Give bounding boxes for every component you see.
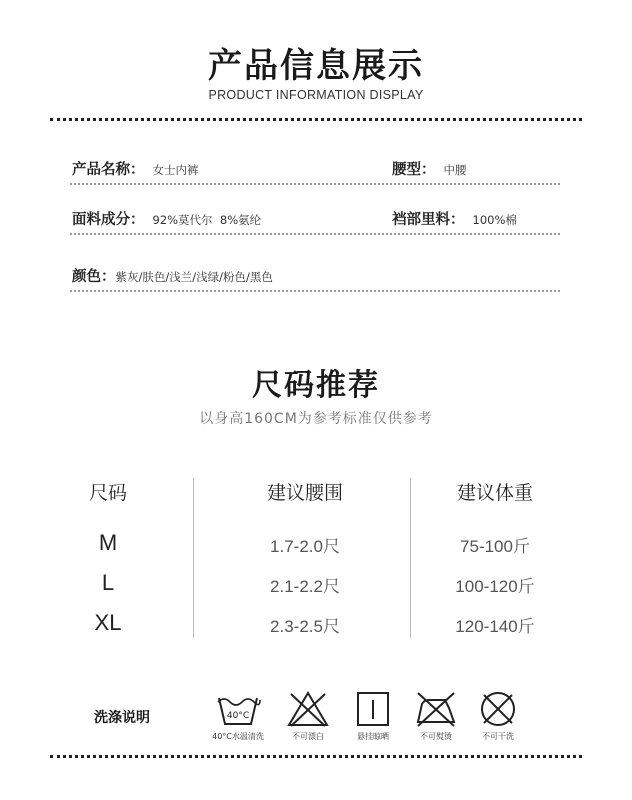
size-section-subtitle: 以身高160CM为参考标准仅供参考 [199,411,433,427]
care-caption: 不可熨烫 [420,732,452,741]
care-title: 洗涤说明 [94,710,150,726]
no-dry-clean-icon [475,690,521,728]
waist-type-value: 中腰 [443,163,467,177]
care-caption: 不可漂白 [292,732,324,741]
care-item-no-bleach [273,690,343,742]
wash-temp-label: 40°C [226,711,250,721]
weight-header: 建议体重 [456,482,533,504]
weight-l: 100-120斤 [455,577,535,596]
waist-xl: 2.3-2.5尺 [270,617,340,636]
waist-l: 2.1-2.2尺 [270,577,340,596]
care-item-no-iron [401,690,471,742]
info-divider [70,290,560,292]
fabric-value: 92%莫代尔 8%氨纶 [152,213,262,227]
weight-m: 75-100斤 [460,537,530,556]
product-name-label: 产品名称： [72,162,145,178]
column-divider [410,478,411,638]
column-divider [193,478,194,638]
size-section-title: 尺码推荐 [252,368,380,403]
fabric-label: 面料成分： [72,212,145,228]
product-name-value: 女士内裤 [152,163,199,177]
care-item-wash [203,690,273,742]
page-subtitle: PRODUCT INFORMATION DISPLAY [208,88,424,102]
wash-40-icon [215,690,261,728]
weight-xl: 120-140斤 [455,617,535,636]
info-colors [72,265,273,286]
size-xl: XL [94,610,122,635]
hang-dry-icon [350,690,396,728]
colors-label: 颜色： [72,269,116,285]
info-crotch-lining [392,208,517,229]
info-divider [70,183,560,185]
page-title: 产品信息展示 [208,46,424,86]
waist-m: 1.7-2.0尺 [270,537,340,556]
colors-value: 紫灰/肤色/浅兰/浅绿/粉色/黑色 [115,270,273,284]
size-header: 尺码 [88,482,127,504]
crotch-lining-value: 100%棉 [472,213,517,227]
size-m: M [98,530,118,555]
size-l: L [101,570,115,595]
care-caption: 悬挂晾晒 [357,732,389,741]
divider-top [50,118,582,121]
care-item-no-dry-clean [463,690,533,742]
info-divider [70,233,560,235]
care-item-hang-dry [338,690,408,742]
divider-bottom [50,755,582,758]
no-bleach-icon [285,690,331,728]
crotch-lining-label: 裆部里料： [392,212,465,228]
care-caption: 40°C水温清洗 [212,732,264,741]
info-product-name [72,158,199,179]
waist-type-label: 腰型： [392,162,436,178]
waist-header: 建议腰围 [266,482,343,504]
info-fabric [72,208,261,229]
care-caption: 不可干洗 [482,732,514,741]
info-waist-type [392,158,467,179]
no-iron-icon [413,690,459,728]
